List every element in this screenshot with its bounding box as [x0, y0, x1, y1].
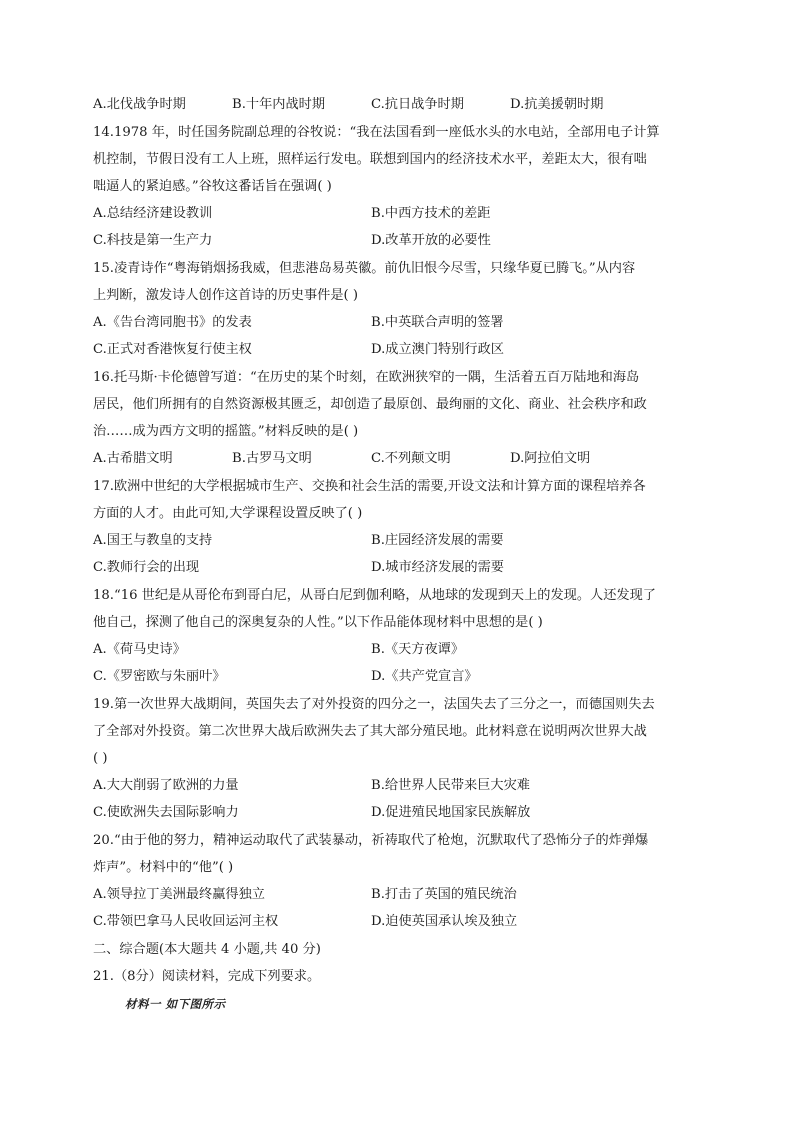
q17-option-a[interactable]: A.国王与教皇的支持	[93, 533, 213, 548]
q16-stem-line-3: 治……成为西方文明的摇篮。”材料反映的是( )	[93, 424, 359, 439]
q17-option-b[interactable]: B.庄园经济发展的需要	[371, 533, 504, 548]
q14-option-d[interactable]: D.改革开放的必要性	[371, 233, 491, 248]
q13-option-a[interactable]: A.北伐战争时期	[93, 97, 186, 112]
q15-option-c[interactable]: C.正式对香港恢复行使主权	[93, 342, 252, 357]
q15-option-a[interactable]: A.《告台湾同胞书》的发表	[93, 315, 252, 330]
q13-option-b[interactable]: B.十年内战时期	[232, 97, 326, 112]
q19-option-d[interactable]: D.促进殖民地国家民族解放	[371, 805, 531, 820]
q14-stem-line-2: 机控制，节假日没有工人上班，照样运行发电。联想到国内的经济技术水平，差距太大，很有咄	[93, 152, 647, 167]
q16-option-b[interactable]: B.古罗马文明	[232, 451, 312, 466]
q15-option-b[interactable]: B.中英联合声明的签署	[371, 315, 504, 330]
q13-option-d[interactable]: D.抗美援朝时期	[510, 97, 604, 112]
q17-stem-line-2: 方面的人才。由此可知,大学课程设置反映了( )	[93, 506, 363, 521]
q20-option-d[interactable]: D.迫使英国承认埃及独立	[371, 914, 518, 929]
q13-option-c[interactable]: C.抗日战争时期	[371, 97, 464, 112]
q20-option-c[interactable]: C.带领巴拿马人民收回运河主权	[93, 914, 279, 929]
q18-stem-line-2: 他自己，探测了他自己的深奥复杂的人性。”以下作品能体现材料中思想的是( )	[93, 615, 543, 630]
q17-stem-line-1: 17.欧洲中世纪的大学根据城市生产、交换和社会生活的需要,开设文法和计算方面的课程培养各	[93, 479, 646, 494]
q18-option-a[interactable]: A.《荷马史诗》	[93, 642, 186, 657]
q18-option-d[interactable]: D.《共产党宣言》	[371, 669, 478, 684]
q15-stem-line-2: 上判断，激发诗人创作这首诗的历史事件是( )	[93, 288, 359, 303]
q16-option-d[interactable]: D.阿拉伯文明	[510, 451, 591, 466]
q18-option-b[interactable]: B.《天方夜谭》	[371, 642, 465, 657]
q14-option-c[interactable]: C.科技是第一生产力	[93, 233, 213, 248]
q20-option-b[interactable]: B.打击了英国的殖民统治	[371, 887, 517, 902]
q16-option-a[interactable]: A.古希腊文明	[93, 451, 173, 466]
q14-stem-line-3: 咄逼人的紧迫感。”谷牧这番话旨在强调( )	[93, 179, 332, 194]
q14-option-a[interactable]: A.总结经济建设教训	[93, 206, 213, 221]
q14-stem-line-1: 14.1978 年，时任国务院副总理的谷牧说：“我在法国看到一座低水头的水电站，全部用电子计算	[93, 125, 660, 140]
q14-option-b[interactable]: B.中西方技术的差距	[371, 206, 491, 221]
q19-option-b[interactable]: B.给世界人民带来巨大灾难	[371, 778, 530, 793]
q15-stem-line-1: 15.凌青诗作“粤海销烟扬我威，但悲港岛易英徽。前仇旧恨今尽雪，只缘华夏已腾飞。”从内容	[93, 261, 636, 276]
q16-stem-line-1: 16.托马斯·卡伦德曾写道：“在历史的某个时刻，在欧洲狭窄的一隅，生活着五百万陆地和海岛	[93, 370, 640, 385]
q17-option-c[interactable]: C.教师行会的出现	[93, 560, 200, 575]
q18-stem-line-1: 18.“16 世纪是从哥伦布到哥白尼，从哥白尼到伽利略，从地球的发现到天上的发现。人还发现了	[93, 588, 656, 603]
q20-option-a[interactable]: A.领导拉丁美洲最终赢得独立	[93, 887, 265, 902]
q20-stem-line-1: 20.“由于他的努力，精神运动取代了武装暴动，祈祷取代了枪炮，沉默取代了恐怖分子的炸弹爆	[93, 833, 649, 848]
q20-stem-line-2: 炸声”。材料中的“他”( )	[93, 860, 234, 875]
section-2-title: 二、综合题(本大题共 4 小题,共 40 分)	[93, 942, 321, 957]
material-1-label: 材料一 如下图所示	[125, 997, 226, 1011]
q16-option-c[interactable]: C.不列颠文明	[371, 451, 451, 466]
q17-option-d[interactable]: D.城市经济发展的需要	[371, 560, 504, 575]
q21-prompt: 21.（8分）阅读材料，完成下列要求。	[93, 969, 321, 984]
q19-option-a[interactable]: A.大大削弱了欧洲的力量	[93, 778, 239, 793]
q19-stem-line-3: ( )	[93, 751, 108, 766]
q15-option-d[interactable]: D.成立澳门特别行政区	[371, 342, 504, 357]
q18-option-c[interactable]: C.《罗密欧与朱丽叶》	[93, 669, 226, 684]
q16-stem-line-2: 居民，他们所拥有的自然资源极其匮乏，却创造了最原创、最绚丽的文化、商业、社会秩序和政	[93, 397, 647, 412]
q19-stem-line-1: 19.第一次世界大战期间，英国失去了对外投资的四分之一，法国失去了三分之一，而德国则失去	[93, 697, 655, 712]
q19-stem-line-2: 了全部对外投资。第二次世界大战后欧洲失去了其大部分殖民地。此材料意在说明两次世界大战	[93, 724, 647, 739]
q19-option-c[interactable]: C.使欧洲失去国际影响力	[93, 805, 239, 820]
